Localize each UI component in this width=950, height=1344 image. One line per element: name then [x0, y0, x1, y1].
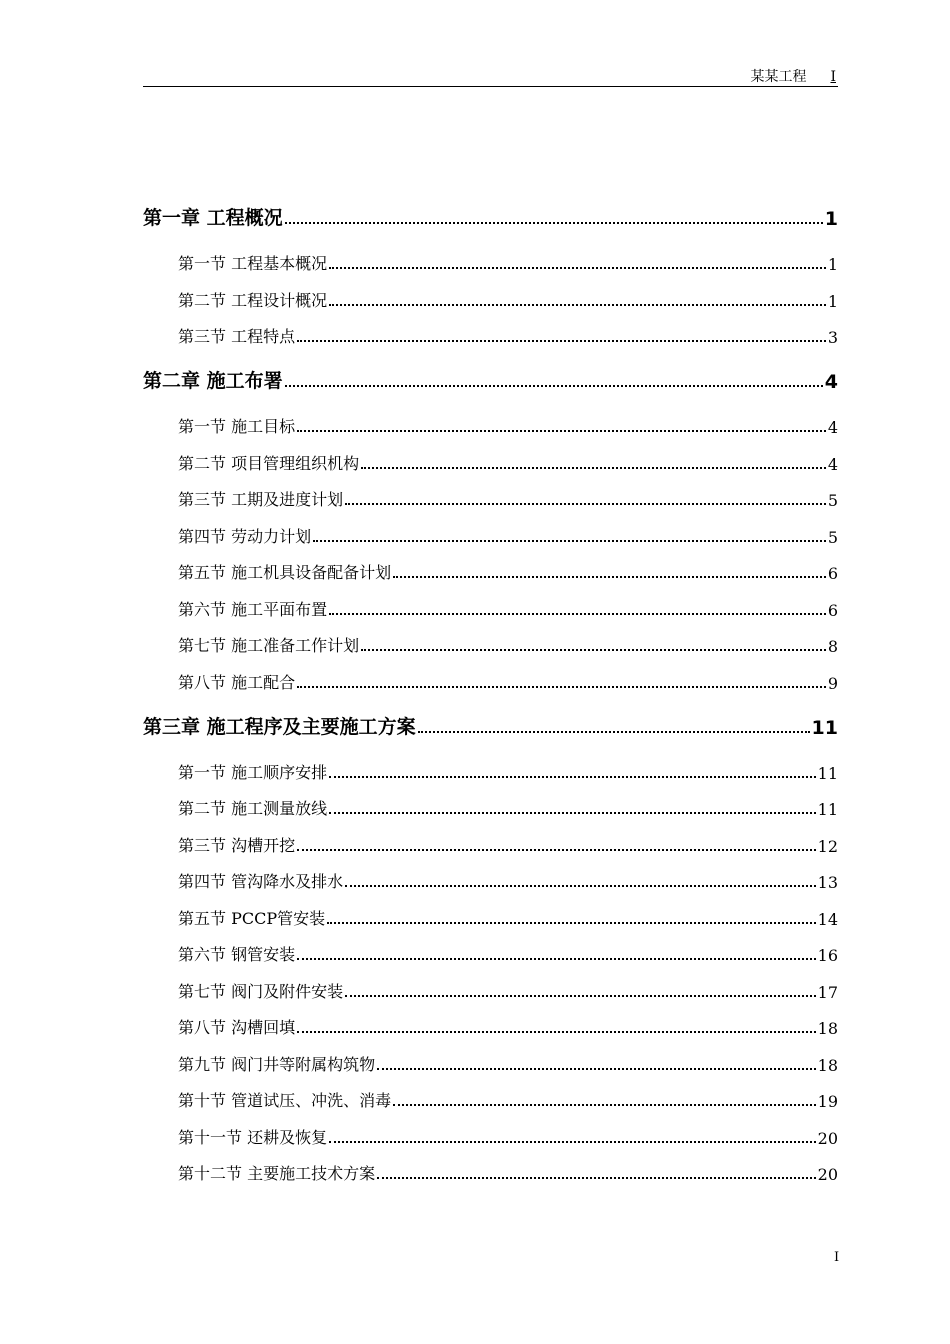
toc-section-page-number: 8 — [827, 637, 838, 656]
toc-section[interactable] — [143, 976, 838, 1002]
dot-leader — [285, 385, 823, 387]
toc-section[interactable] — [143, 630, 838, 656]
toc-section-title: 第七节 施工准备工作计划 — [178, 636, 360, 655]
toc-section[interactable] — [143, 521, 838, 547]
toc-section-page-number: 20 — [817, 1165, 838, 1184]
dot-leader — [297, 686, 826, 688]
toc-section-page-number: 11 — [817, 800, 838, 819]
toc-section-page-number: 14 — [817, 909, 838, 929]
toc-section-title: 第十二节 主要施工技术方案 — [178, 1164, 376, 1183]
toc-section-page-number: 3 — [827, 328, 838, 347]
toc-section[interactable] — [143, 1122, 838, 1148]
dot-leader — [345, 995, 816, 997]
dot-leader — [297, 430, 826, 432]
toc-chapter-title: 第一章 工程概况 — [143, 207, 283, 229]
dot-leader — [329, 267, 826, 269]
page-header — [143, 66, 838, 87]
dot-leader — [329, 304, 826, 306]
toc-section-page-number: 12 — [817, 836, 838, 856]
toc-section-page-number: 11 — [817, 763, 838, 783]
toc-section-title: 第三节 沟槽开挖 — [178, 835, 296, 855]
dot-leader — [361, 649, 826, 651]
toc-section[interactable] — [143, 1085, 838, 1111]
toc-section-page-number: 6 — [827, 600, 838, 620]
toc-section-page-number: 5 — [827, 491, 838, 510]
toc-section-title: 第四节 管沟降水及排水 — [178, 872, 344, 891]
toc-section-page-number: 18 — [817, 1019, 838, 1038]
dot-leader — [297, 958, 816, 960]
toc-section-page-number: 6 — [827, 564, 838, 583]
dot-leader — [329, 812, 816, 814]
toc-section-title: 第一节 施工顺序安排 — [178, 762, 328, 782]
toc-section-page-number: 5 — [827, 527, 838, 547]
header-page-number: I — [830, 69, 836, 85]
dot-leader — [393, 576, 826, 578]
dot-leader — [329, 613, 826, 615]
dot-leader — [297, 1031, 816, 1033]
toc-chapter-title: 第三章 施工程序及主要施工方案 — [143, 715, 416, 738]
dot-leader — [393, 1104, 816, 1106]
toc-chapter-title: 第二章 施工布署 — [143, 370, 283, 392]
dot-leader — [377, 1068, 816, 1070]
toc-section[interactable] — [143, 484, 838, 510]
table-of-contents — [143, 198, 838, 1195]
toc-section[interactable] — [143, 830, 838, 856]
toc-section[interactable] — [143, 321, 838, 347]
toc-section[interactable] — [143, 1049, 838, 1075]
dot-leader — [345, 503, 826, 505]
dot-leader — [313, 540, 826, 542]
toc-section-title: 第一节 施工目标 — [178, 417, 296, 436]
toc-section-title: 第七节 阀门及附件安装 — [178, 981, 344, 1001]
toc-section[interactable] — [143, 448, 838, 474]
toc-section-title: 第三节 工期及进度计划 — [178, 490, 344, 509]
toc-section-title: 第二节 工程设计概况 — [178, 290, 328, 310]
toc-section-title: 第十节 管道试压、冲洗、消毒 — [178, 1091, 392, 1110]
toc-section-page-number: 9 — [827, 673, 838, 693]
toc-section-page-number: 4 — [827, 418, 838, 437]
toc-section-title: 第八节 施工配合 — [178, 672, 296, 692]
toc-section-title: 第十一节 还耕及恢复 — [178, 1127, 328, 1147]
toc-section[interactable] — [143, 793, 838, 819]
dot-leader — [345, 885, 816, 887]
dot-leader — [418, 731, 810, 733]
toc-chapter[interactable] — [143, 361, 838, 393]
toc-section-page-number: 20 — [817, 1128, 838, 1148]
dot-leader — [285, 222, 823, 224]
toc-chapter[interactable] — [143, 198, 838, 230]
toc-section[interactable] — [143, 1012, 838, 1038]
toc-section[interactable] — [143, 866, 838, 892]
toc-section-title: 第二节 项目管理组织机构 — [178, 453, 360, 473]
toc-section-title: 第一节 工程基本概况 — [178, 254, 328, 273]
toc-section-page-number: 17 — [817, 982, 838, 1002]
toc-section-page-number: 16 — [817, 946, 838, 965]
toc-section-title: 第九节 阀门井等附属构筑物 — [178, 1054, 376, 1074]
toc-section-page-number: 4 — [827, 454, 838, 474]
toc-section[interactable] — [143, 594, 838, 620]
toc-section[interactable] — [143, 1158, 838, 1184]
toc-section-page-number: 1 — [827, 255, 838, 274]
toc-section[interactable] — [143, 411, 838, 437]
header-title: 某某工程 — [750, 69, 807, 85]
toc-section[interactable] — [143, 757, 838, 783]
dot-leader — [297, 849, 816, 851]
toc-section-title: 第八节 沟槽回填 — [178, 1018, 296, 1037]
toc-section-title: 第五节 施工机具设备配备计划 — [178, 563, 392, 582]
toc-section-page-number: 18 — [817, 1055, 838, 1075]
toc-section[interactable] — [143, 939, 838, 965]
toc-section-title: 第五节 PCCP管安装 — [178, 908, 326, 928]
toc-section-title: 第四节 劳动力计划 — [178, 526, 312, 546]
dot-leader — [297, 340, 826, 342]
toc-section[interactable] — [143, 903, 838, 929]
toc-section-title: 第二节 施工测量放线 — [178, 799, 328, 818]
toc-section-page-number: 19 — [817, 1092, 838, 1111]
footer-page-number: I — [834, 1250, 840, 1265]
dot-leader — [329, 776, 816, 778]
toc-chapter-page-number: 1 — [824, 208, 838, 230]
toc-section-title: 第六节 施工平面布置 — [178, 599, 328, 619]
dot-leader — [327, 922, 816, 924]
toc-chapter-page-number: 4 — [824, 371, 838, 393]
toc-section-page-number: 13 — [817, 873, 838, 892]
toc-section-page-number: 1 — [827, 291, 838, 311]
toc-chapter-page-number: 11 — [811, 716, 838, 739]
toc-section-title: 第三节 工程特点 — [178, 327, 296, 346]
toc-section[interactable] — [143, 285, 838, 311]
toc-chapter[interactable] — [143, 707, 838, 739]
toc-section[interactable] — [143, 248, 838, 274]
dot-leader — [361, 467, 826, 469]
toc-section[interactable] — [143, 667, 838, 693]
toc-section-title: 第六节 钢管安装 — [178, 945, 296, 964]
toc-section[interactable] — [143, 557, 838, 583]
dot-leader — [377, 1177, 816, 1179]
dot-leader — [329, 1141, 816, 1143]
